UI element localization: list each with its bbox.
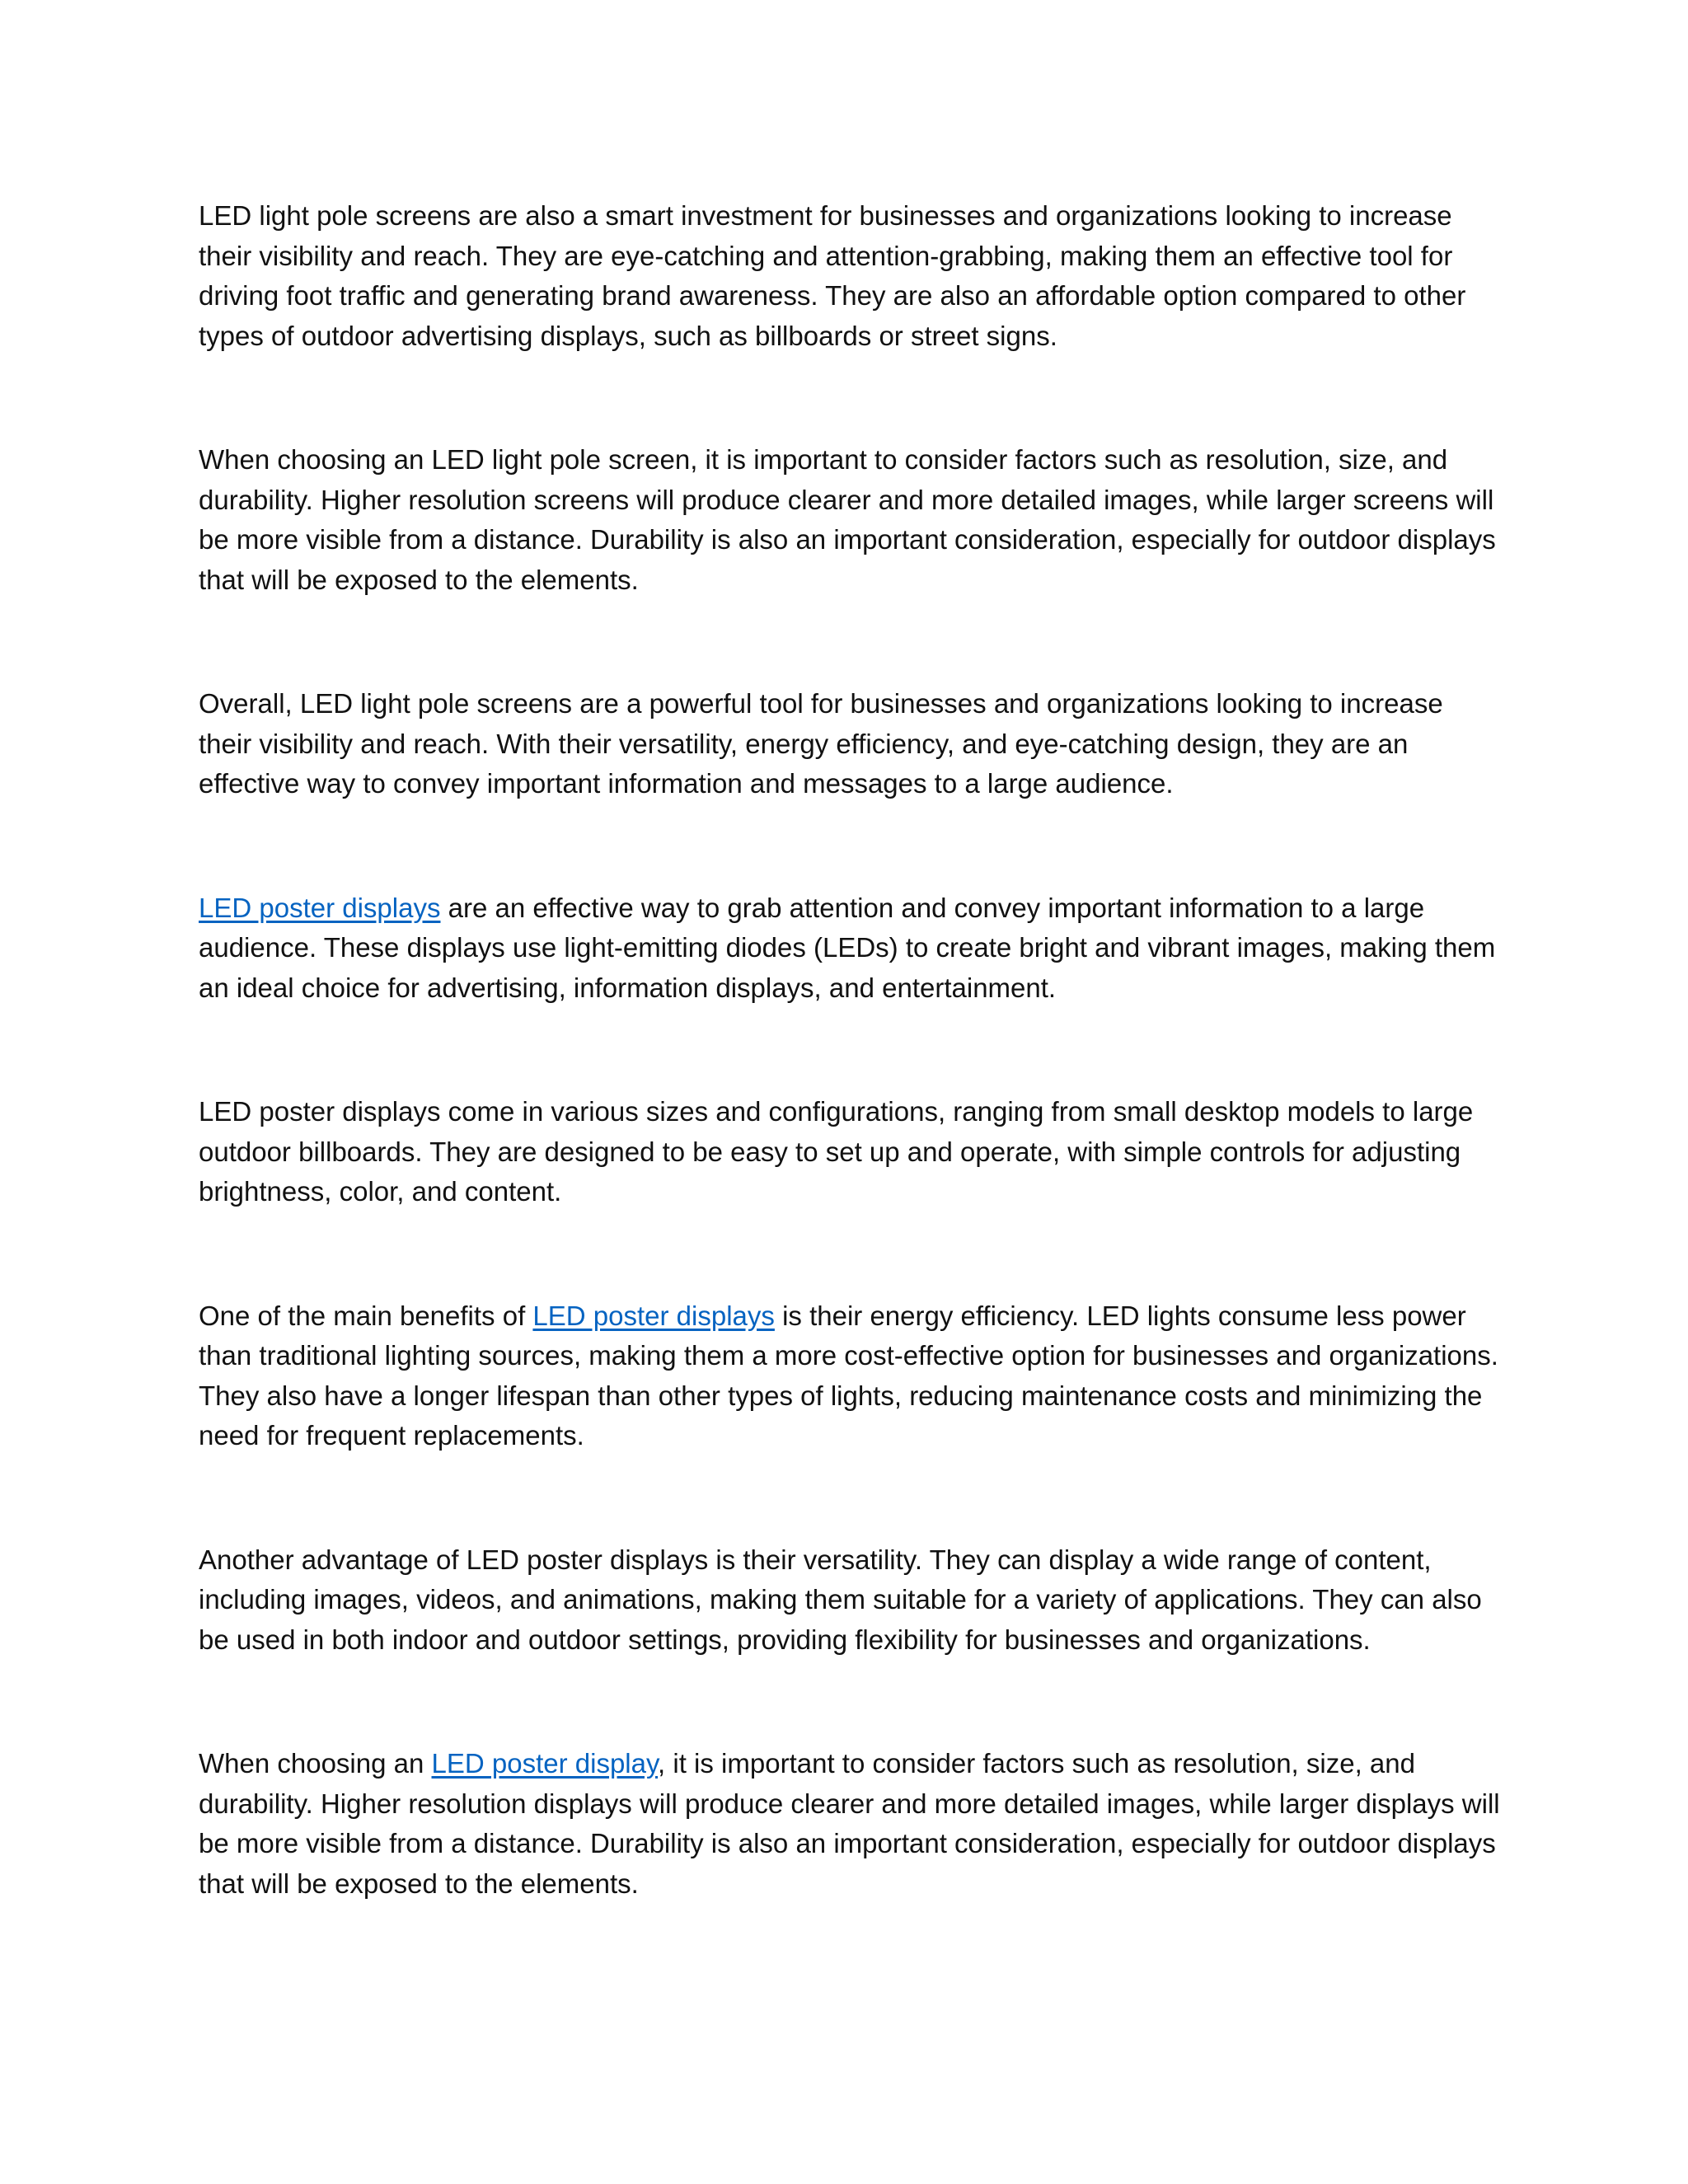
- paragraph-text: One of the main benefits of: [199, 1300, 533, 1331]
- paragraph-text: When choosing an: [199, 1748, 432, 1779]
- led-poster-displays-link[interactable]: LED poster displays: [199, 892, 441, 923]
- paragraph-poster-displays-benefits: [199, 1296, 1501, 1456]
- led-poster-display-link[interactable]: LED poster display: [431, 1748, 659, 1779]
- document-body: [199, 196, 1501, 1904]
- paragraph-poster-displays-sizes: LED poster displays come in various sizes and configurations, ranging from small desktop models to large outdoor billboards. They are designed to be easy to set up and operate, with simple controls for adjusting brightness, color, and content.: [199, 1096, 1474, 1207]
- paragraph-light-pole-overall: Overall, LED light pole screens are a powerful tool for businesses and organizations looking to increase their visibility and reach. With their versatility, energy efficiency, and eye-catching design, they are an effective way to convey important information and messages to a large audience.: [199, 688, 1443, 799]
- paragraph-text: is their energy efficiency. LED lights consume less power than traditional lighting sources, making them a more cost-effective option for businesses and organizations. They also have a longer lifespan than other types of lights, reducing maintenance costs and minimizing the need for frequent replacements.: [199, 1300, 1498, 1451]
- paragraph-text: , it is important to consider factors such as resolution, size, and durability. Higher resolution displays will produce clearer and more detailed images, while larger displays will be more visible from a distance. Durability is also an important consideration, especially for outdoor displays that will be exposed to the elements.: [199, 1748, 1500, 1899]
- paragraph-poster-displays-versatility: Another advantage of LED poster displays is their versatility. They can display a wide range of content, including images, videos, and animations, making them suitable for a variety of applications. They can also be used in both indoor and outdoor settings, providing flexibility for businesses and organizations.: [199, 1544, 1482, 1655]
- paragraph-poster-displays-intro: [199, 888, 1501, 1009]
- paragraph-light-pole-investment: LED light pole screens are also a smart investment for businesses and organizations looking to increase their visibility and reach. They are eye-catching and attention-grabbing, making them an effective tool for driving foot traffic and generating brand awareness. They are also an affordable option compared to other types of outdoor advertising displays, such as billboards or street signs.: [199, 200, 1466, 351]
- paragraph-light-pole-choosing: When choosing an LED light pole screen, it is important to consider factors such as resolution, size, and durability. Higher resolution screens will produce clearer and more detailed images, while larger screens will be more visible from a distance. Durability is also an important consideration, especially for outdoor displays that will be exposed to the elements.: [199, 444, 1496, 595]
- paragraph-text: are an effective way to grab attention and convey important information to a large audience. These displays use light-emitting diodes (LEDs) to create bright and vibrant images, making them an ideal choice for advertising, information displays, and entertainment.: [199, 892, 1496, 1003]
- paragraph-poster-display-choosing: [199, 1744, 1501, 1904]
- led-poster-displays-link[interactable]: LED poster displays: [532, 1300, 775, 1331]
